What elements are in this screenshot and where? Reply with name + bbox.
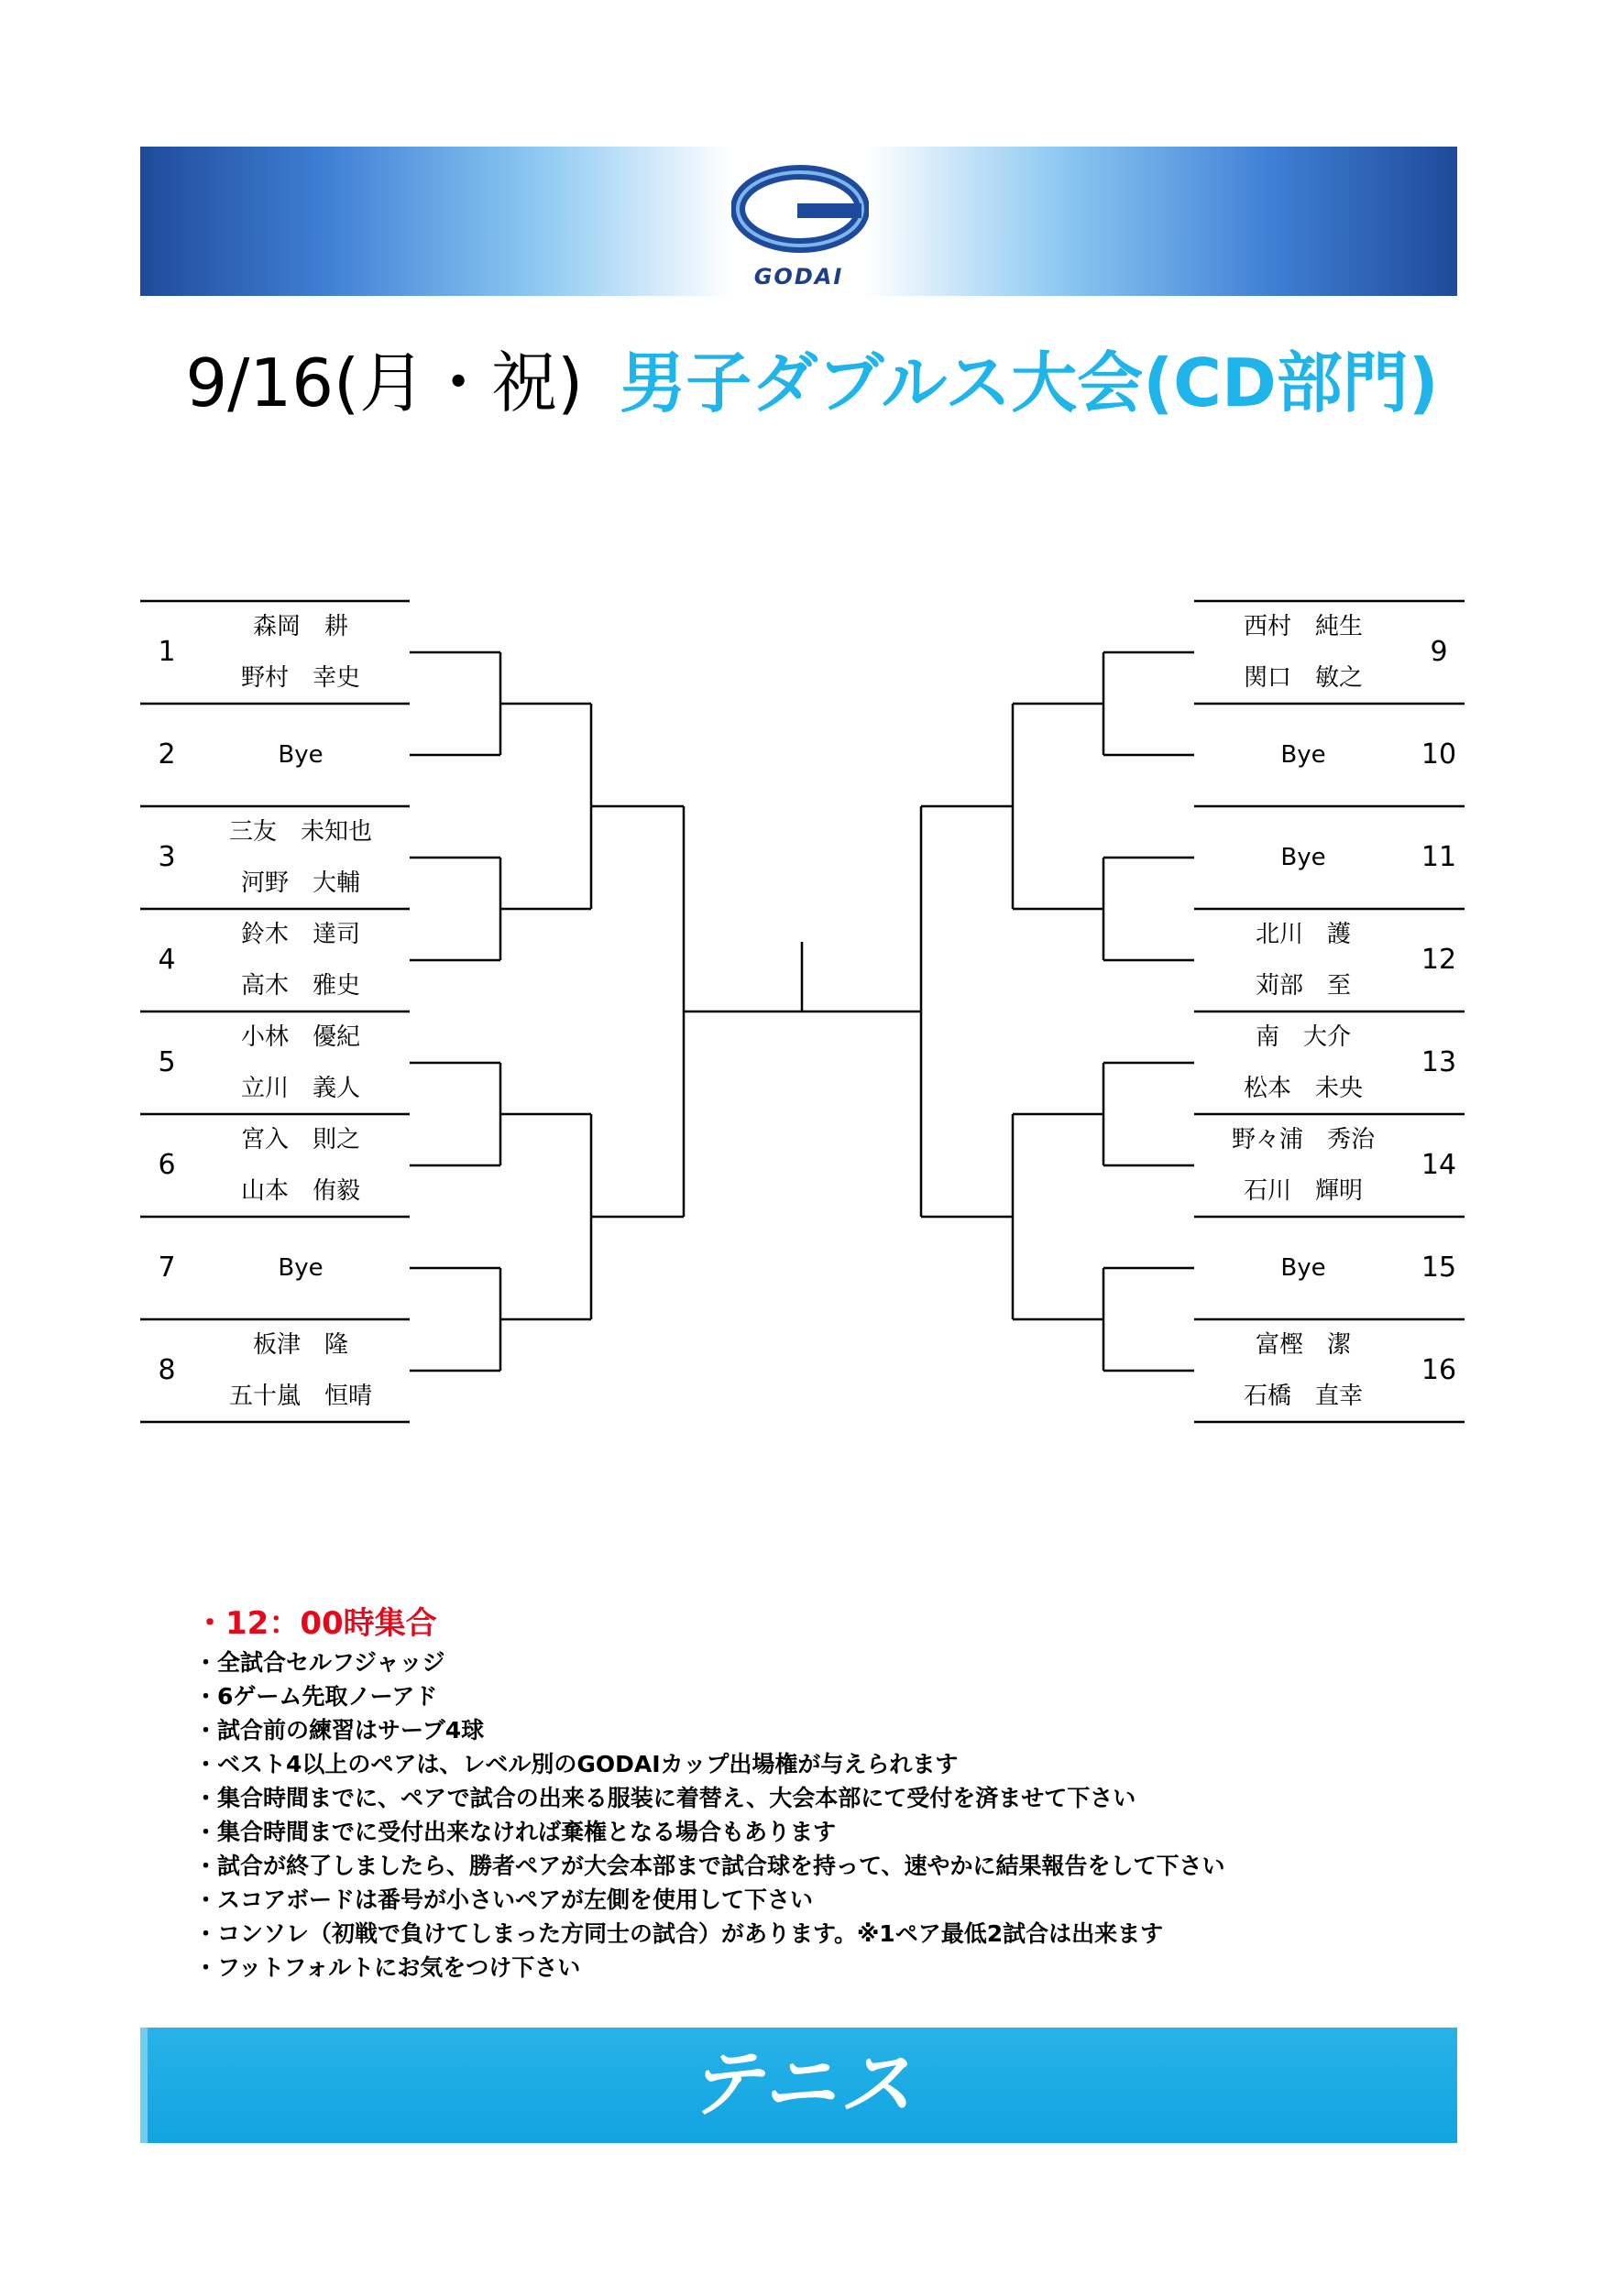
seed-number: 9 — [1430, 636, 1448, 668]
godai-logo-text: GODAI — [753, 264, 844, 290]
seed-number: 4 — [158, 944, 176, 976]
bye-label: Bye — [1280, 844, 1326, 871]
player-name: 三友 未知也 — [228, 818, 372, 846]
notes-heading: ・12：00時集合 — [194, 1605, 437, 1642]
seed-number: 16 — [1421, 1354, 1457, 1386]
seed-number: 8 — [158, 1354, 176, 1386]
note-item: ・ベスト4以上のペアは、レベル別のGODAIカップ出場権が与えられます — [194, 1751, 959, 1777]
note-item: ・試合が終了しましたら、勝者ペアが大会本部まで試合球を持って、速やかに結果報告をして下さい — [194, 1853, 1225, 1879]
player-name: 富樫 潔 — [1255, 1331, 1351, 1359]
player-name: 森岡 耕 — [252, 613, 348, 640]
note-item: ・全試合セルフジャッジ — [194, 1649, 445, 1676]
note-item: ・6ゲーム先取ノーアド — [194, 1683, 438, 1710]
footer-label: テニス — [688, 2041, 916, 2127]
player-name: 苅部 至 — [1255, 972, 1351, 1000]
title-event: 男子ダブルス大会(CD部門) — [620, 344, 1439, 421]
note-item: ・集合時間までに、ペアで試合の出来る服装に着替え、大会本部にて受付を済ませて下さい — [194, 1785, 1136, 1811]
notes-list — [194, 1645, 1225, 1984]
player-name: 鈴木 達司 — [240, 921, 360, 948]
player-name: 松本 未央 — [1243, 1075, 1363, 1102]
player-name: 河野 大輔 — [240, 869, 360, 897]
player-name: 石橋 直幸 — [1243, 1383, 1363, 1410]
seed-number: 3 — [158, 841, 176, 873]
seed-number: 5 — [158, 1046, 176, 1078]
player-name: 宮入 則之 — [240, 1126, 360, 1153]
seed-number: 1 — [158, 636, 176, 668]
title-date: 9/16(月・祝) — [185, 344, 584, 421]
player-name: 石川 輝明 — [1243, 1177, 1363, 1205]
player-name: 野々浦 秀治 — [1231, 1126, 1375, 1153]
player-name: 野村 幸史 — [240, 664, 360, 692]
footer-banner — [140, 2028, 1457, 2143]
note-item: ・集合時間までに受付出来なければ棄権となる場合もあります — [194, 1819, 837, 1845]
note-item: ・コンソレ（初戦で負けてしまった方同士の試合）があります。※1ペア最低2試合は出来ます — [194, 1920, 1164, 1947]
player-name: 西村 純生 — [1243, 613, 1363, 640]
player-name: 小林 優紀 — [240, 1023, 360, 1051]
player-name: 立川 義人 — [240, 1075, 360, 1102]
seed-number: 10 — [1421, 738, 1457, 771]
player-name: 板津 隆 — [252, 1331, 348, 1359]
note-item: ・試合前の練習はサーブ4球 — [194, 1717, 485, 1744]
player-name: 関口 敏之 — [1243, 664, 1363, 692]
player-name: 五十嵐 恒晴 — [228, 1383, 372, 1410]
player-name: 南 大介 — [1255, 1023, 1351, 1051]
seed-number: 15 — [1421, 1252, 1457, 1284]
note-item: ・スコアボードは番号が小さいペアが左側を使用して下さい — [194, 1886, 814, 1913]
note-item: ・フットフォルトにお気をつけ下さい — [194, 1954, 581, 1981]
seed-number: 13 — [1421, 1046, 1457, 1078]
notes-section — [194, 1605, 1225, 1984]
seed-number: 12 — [1421, 944, 1457, 976]
bye-label: Bye — [278, 741, 324, 769]
bye-label: Bye — [1280, 741, 1326, 769]
seed-number: 11 — [1421, 841, 1457, 873]
bye-label: Bye — [1280, 1254, 1326, 1282]
player-name: 山本 侑毅 — [240, 1177, 360, 1205]
seed-number: 7 — [158, 1252, 176, 1284]
bye-label: Bye — [278, 1254, 324, 1282]
seed-number: 6 — [158, 1149, 176, 1181]
seed-number: 2 — [158, 738, 176, 771]
player-name: 高木 雅史 — [240, 972, 360, 1000]
player-name: 北川 護 — [1255, 921, 1351, 948]
seed-number: 14 — [1421, 1149, 1457, 1181]
